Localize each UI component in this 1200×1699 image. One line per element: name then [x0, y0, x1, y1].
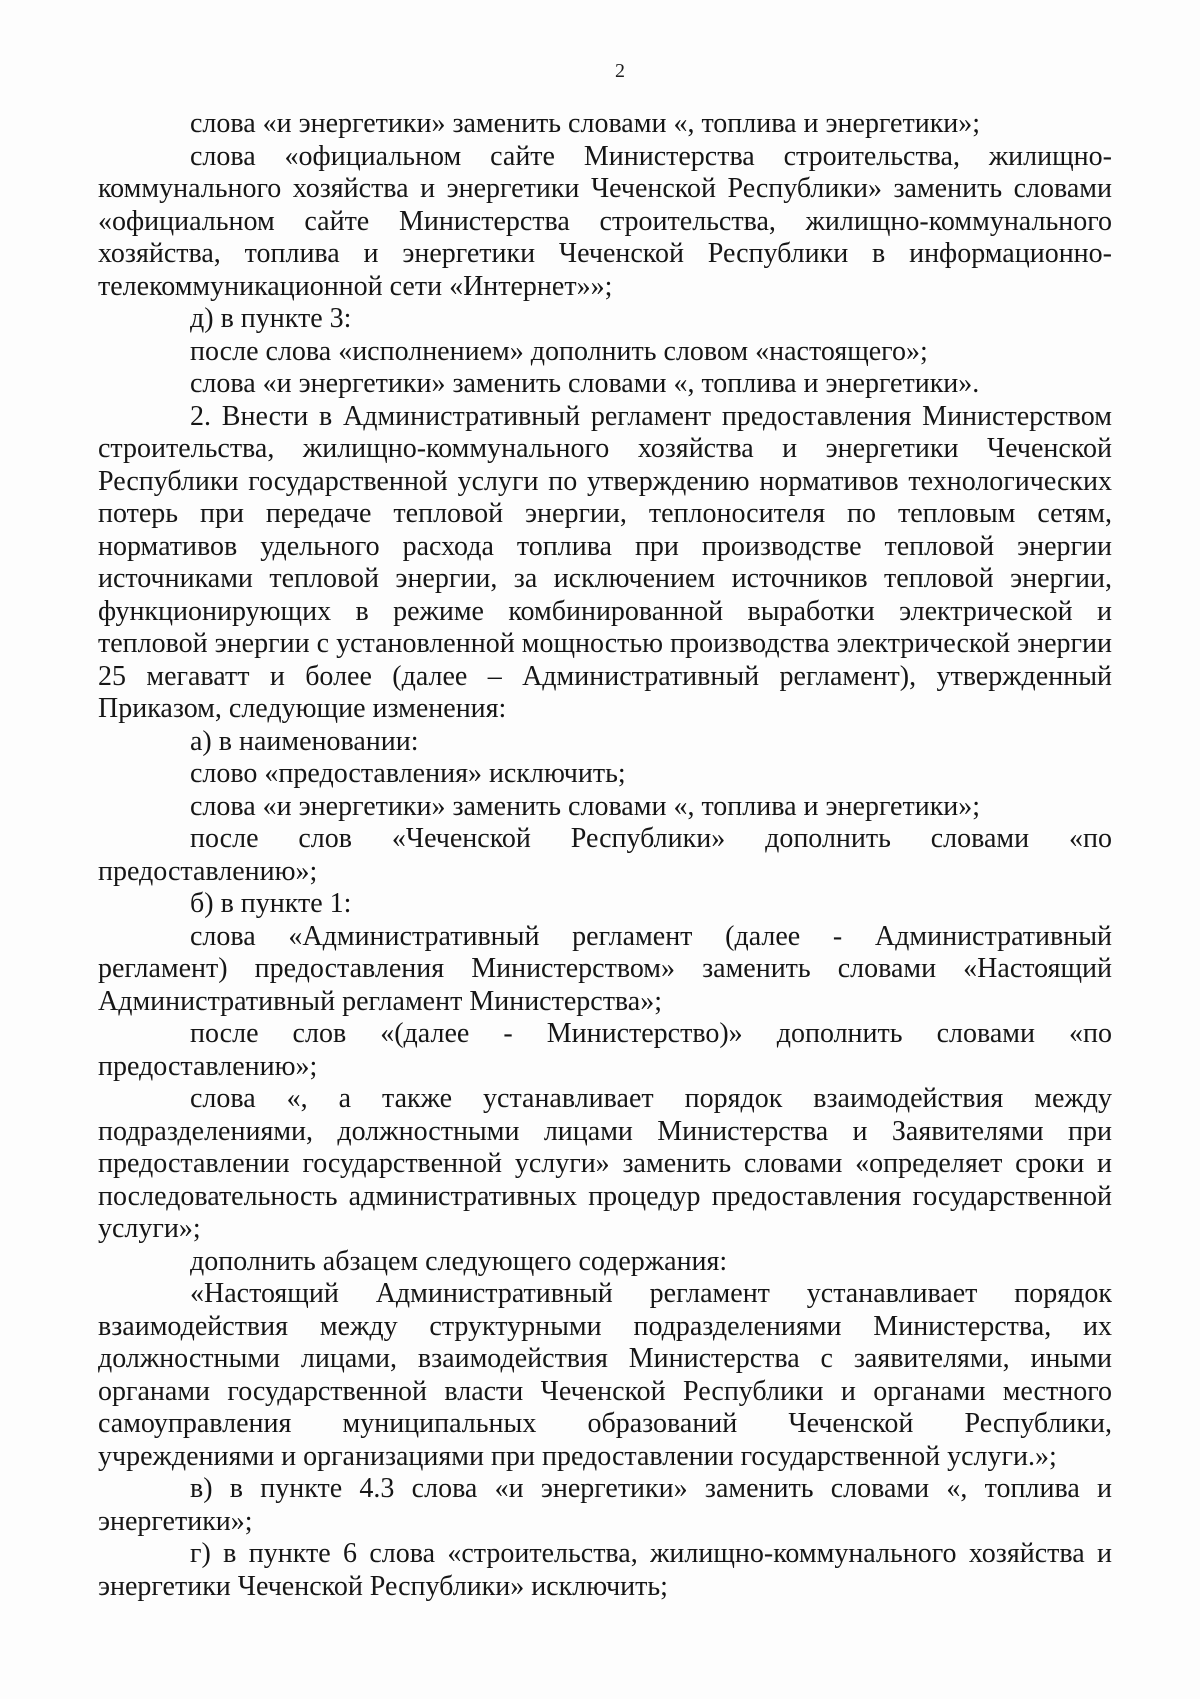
paragraph: слова «и энергетики» заменить словами «, топлива и энергетики». — [190, 368, 980, 399]
paragraph: г) в пункте 6 слова «строительства, жилищно-коммунального хозяйства и энергетики Чеченской Республики» исключить; — [98, 1538, 1112, 1602]
paragraph: после слов «(далее - Министерство)» дополнить словами «по предоставлению»; — [98, 1018, 1112, 1082]
paragraph: в) в пункте 4.3 слова «и энергетики» заменить словами «, топлива и энергетики»; — [98, 1473, 1112, 1537]
paragraph: слова «официальном сайте Министерства строительства, жилищно-коммунального хозяйства и энергетики Чеченской Республики» заменить словами «официальном сайте Министерства строительства, жилищно-коммунального хозяйства, топлива и энергетики Чеченской Республики в информационно-телекоммуникационной сети «Интернет»»; — [98, 140, 1112, 302]
paragraph: д) в пункте 3: — [190, 303, 352, 334]
paragraph: после слов «Чеченской Республики» дополнить словами «по предоставлению»; — [98, 823, 1112, 887]
paragraph: после слова «исполнением» дополнить словом «настоящего»; — [190, 335, 928, 367]
paragraph: дополнить абзацем следующего содержания: — [190, 1245, 728, 1277]
paragraph: слова «и энергетики» заменить словами «, топлива и энергетики»; — [190, 790, 981, 822]
page-number: 2 — [615, 60, 625, 82]
paragraph: 2. Внести в Административный регламент предоставления Министерством строительства, жилищно-коммунального хозяйства и энергетики Чеченской Республики государственной услуги по утверждению нормативов технологических потерь при передаче тепловой энергии, теплоносителя по тепловым сетям, нормативов удельного расхода топлива при производстве тепловой энергии источниками тепловой энергии, за исключением источников тепловой энергии, функционирующих в режиме комбинированной выработки электрической и тепловой энергии с установленной мощностью производства электрической энергии 25 мегаватт и более (далее – Административный регламент), утвержденный Приказом, следующие изменения: — [98, 400, 1112, 724]
document-body — [98, 108, 1112, 1603]
paragraph: «Настоящий Административный регламент устанавливает порядок взаимодействия между структурными подразделениями Министерства, их должностными лицами, взаимодействия Министерства с заявителями, иными органами государственной власти Чеченской Республики и органами местного самоуправления муниципальных образований Чеченской Республики, учреждениями и организациями при предоставлении государственной услуги.»; — [98, 1278, 1112, 1472]
paragraph: слова «Административный регламент (далее - Административный регламент) предоставления Министерством» заменить словами «Настоящий Административный регламент Министерства»; — [98, 920, 1112, 1017]
paragraph: б) в пункте 1: — [190, 888, 352, 919]
paragraph: слова «, а также устанавливает порядок взаимодействия между подразделениями, должностными лицами Министерства и Заявителями при предоставлении государственной услуги» заменить словами «определяет сроки и последовательность административных процедур предоставления государственной услуги»; — [98, 1083, 1112, 1244]
paragraph: а) в наименовании: — [190, 725, 419, 757]
paragraph: слова «и энергетики» заменить словами «, топлива и энергетики»; — [190, 108, 981, 139]
paragraph: слово «предоставления» исключить; — [190, 758, 626, 789]
